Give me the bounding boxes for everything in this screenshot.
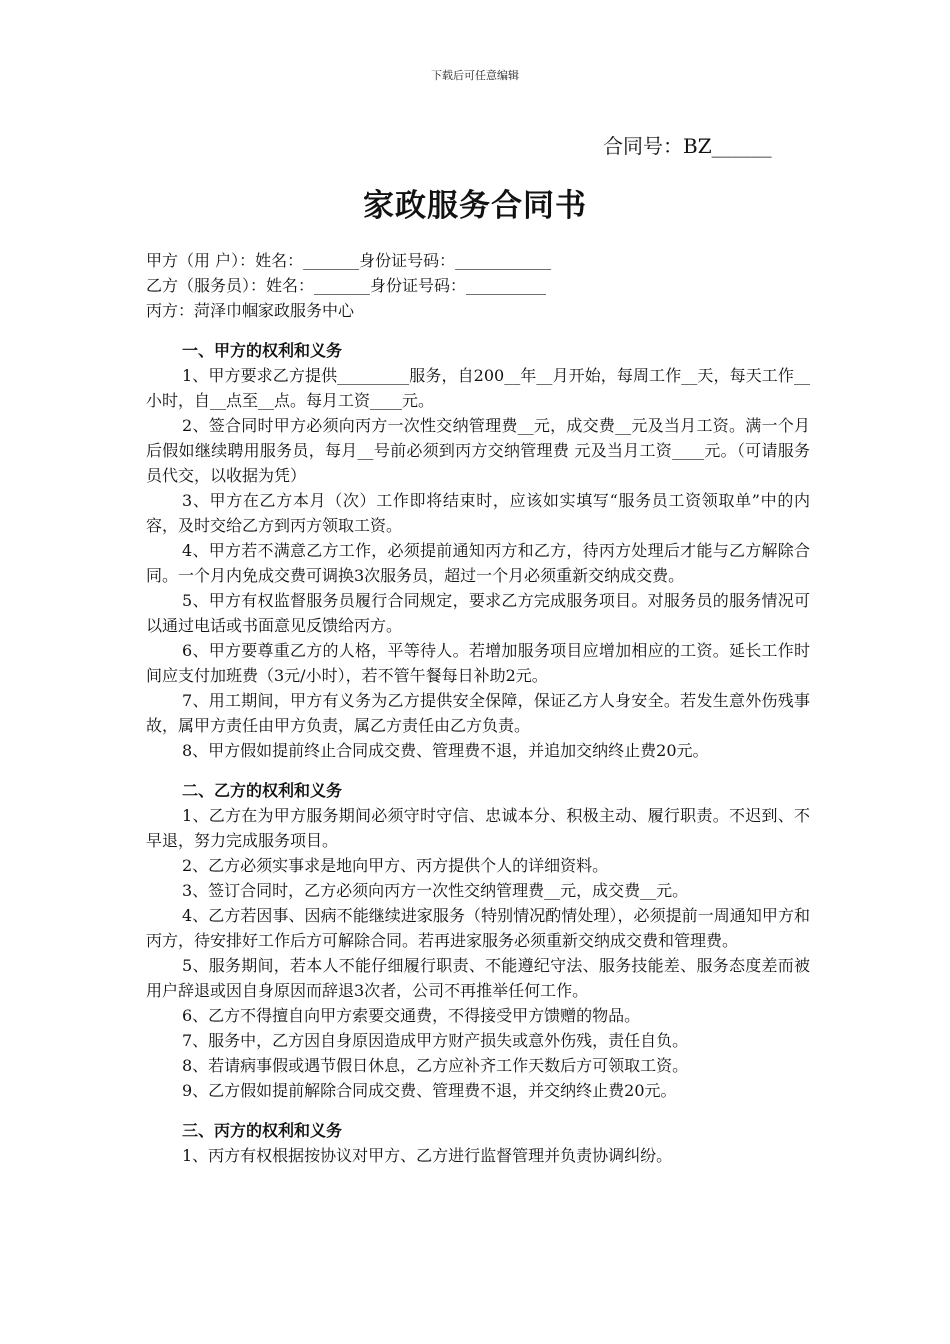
clause: 5、服务期间，若本人不能仔细履行职责、不能遵纪守法、服务技能差、服务态度差而被用户辞退或因自身原因而辞退3次者，公司不再推举任何工作。: [146, 956, 810, 1000]
clause: 9、乙方假如提前解除合同成交费、管理费不退，并交纳终止费20元。: [182, 1081, 677, 1100]
clause: 7、服务中，乙方因自身原因造成甲方财产损失或意外伤残，责任自负。: [182, 1031, 689, 1050]
clause: 1、甲方要求乙方提供_________服务，自200__年__月开始，每周工作__天，每天工作__小时，自__点至__点。每月工资____元。: [146, 366, 810, 410]
clause: 3、签订合同时，乙方必须向丙方一次性交纳管理费__元，成交费__元。: [182, 881, 689, 900]
clause: 6、乙方不得擅自向甲方索要交通费，不得接受甲方馈赠的物品。: [182, 1006, 641, 1025]
section-title-a: 一、甲方的权利和义务: [182, 341, 343, 360]
clause: 4、乙方若因事、因病不能继续进家服务（特别情况酌情处理），必须提前一周通知甲方和丙方，待安排好工作后方可解除合同。若再进家服务必须重新交纳成交费和管理费。: [146, 906, 810, 950]
clause: 1、丙方有权根据按协议对甲方、乙方进行监督管理并负责协调纠纷。: [182, 1146, 673, 1165]
party-b: 乙方（服务员）：姓名：_______身份证号码：__________: [146, 276, 547, 295]
header-note: 下载后可任意编辑: [431, 69, 519, 82]
document-title: 家政服务合同书: [363, 188, 587, 224]
clause: 8、若请病事假或遇节假日休息，乙方应补齐工作天数后方可领取工资。: [182, 1056, 689, 1075]
clause: 6、甲方要尊重乙方的人格，平等待人。若增加服务项目应增加相应的工资。延长工作时间应支付加班费（3元/小时），若不管午餐每日补助2元。: [146, 641, 810, 685]
party-c: 丙方：菏泽巾帼家政服务中心: [146, 301, 355, 320]
section-title-c: 三、丙方的权利和义务: [182, 1121, 343, 1140]
contract-body: [146, 248, 810, 1168]
section-title-b: 二、乙方的权利和义务: [182, 781, 343, 800]
clause: 5、甲方有权监督服务员履行合同规定，要求乙方完成服务项目。对服务员的服务情况可以通过电话或书面意见反馈给丙方。: [146, 591, 810, 635]
party-a: 甲方（用 户）：姓名：_______身份证号码：____________: [146, 251, 552, 270]
clause: 4、甲方若不满意乙方工作，必须提前通知丙方和乙方，待丙方处理后才能与乙方解除合同。一个月内免成交费可调换3次服务员，超过一个月必须重新交纳成交费。: [146, 541, 810, 585]
clause: 7、用工期间，甲方有义务为乙方提供安全保障，保证乙方人身安全。若发生意外伤残事故，属甲方责任由甲方负责，属乙方责任由乙方负责。: [146, 691, 810, 735]
clause: 2、乙方必须实事求是地向甲方、丙方提供个人的详细资料。: [182, 856, 609, 875]
clause: 1、乙方在为甲方服务期间必须守时守信、忠诚本分、积极主动、履行职责。不迟到、不早退，努力完成服务项目。: [146, 806, 810, 850]
contract-number: 合同号：BZ______: [603, 134, 772, 158]
clause: 3、甲方在乙方本月（次）工作即将结束时，应该如实填写“服务员工资领取单”中的内容，及时交给乙方到丙方领取工资。: [146, 491, 810, 535]
clause: 2、签合同时甲方必须向丙方一次性交纳管理费__元，成交费__元及当月工资。满一个月后假如继续聘用服务员，每月__号前必须到丙方交纳管理费 元及当月工资____元。（可请服务员代交，以收据为凭）: [146, 416, 810, 485]
clause: 8、甲方假如提前终止合同成交费、管理费不退，并追加交纳终止费20元。: [182, 741, 709, 760]
